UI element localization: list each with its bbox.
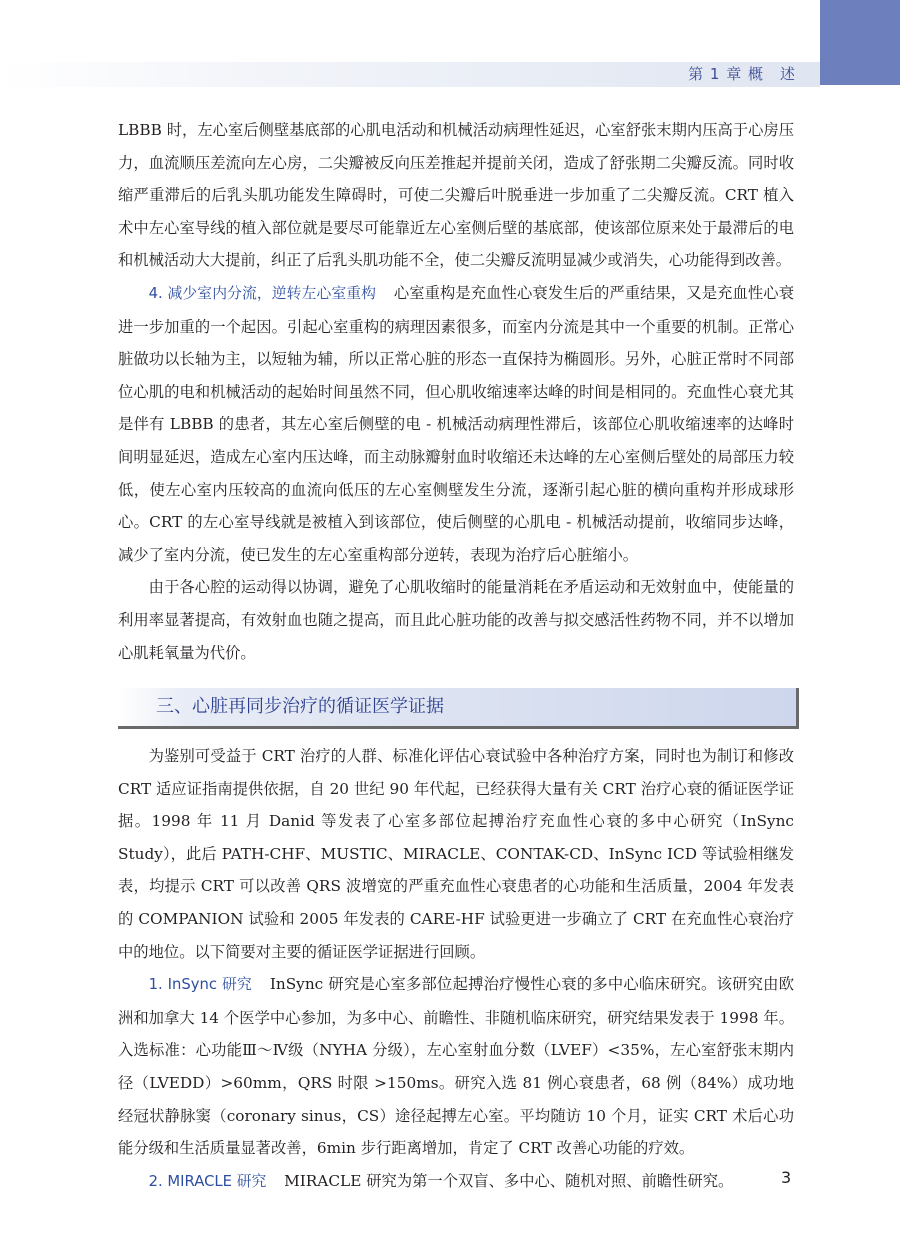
paragraph: 由于各心腔的运动得以协调，避免了心肌收缩时的能量消耗在矛盾运动和无效射血中，使能量的利用率显著提高，有效射血也随之提高，而且此心脏功能的改善与拟交感活性药物不同，并不以增加心肌耗氧量为代价。 xyxy=(118,578,794,662)
subheading: 2. MIRACLE 研究 xyxy=(148,1172,267,1190)
paragraph-subheading xyxy=(118,968,794,1165)
section-title: 三、心脏再同步治疗的循证医学证据 xyxy=(156,696,444,717)
paragraph: LBBB 时，左心室后侧壁基底部的心肌电活动和机械活动病理性延迟，心室舒张末期内压高于心房压力，血流顺压差流向左心房，二尖瓣被反向压差推起并提前关闭，造成了舒张期二尖瓣反流。同时收缩严重滞后的后乳头肌功能发生障碍时，可使二尖瓣后叶脱垂进一步加重了二尖瓣反流。CRT 植入术中左心室导线的植入部位就是要尽可能靠近左心室侧后壁的基底部，使该部位原来处于最滞后的电和机械活动大大提前，纠正了后乳头肌功能不全，使二尖瓣反流明显减少或消失，心功能得到改善。 xyxy=(118,121,794,270)
text-block-bottom xyxy=(118,740,794,1198)
paragraph-subheading xyxy=(118,1165,794,1199)
chapter-title: 第 1 章 概 述 xyxy=(688,65,796,83)
paragraph: 为鉴别可受益于 CRT 治疗的人群、标准化评估心衰试验中各种治疗方案，同时也为制订和修改 CRT 适应证指南提供依据，自 20 世纪 90 年代起，已经获得大量有关 CRT 治疗心衰的循证医学证据。1998 年 11 月 Danid 等发表了心室多部位起搏治疗充血性心衰的多中心研究（InSync Study），此后 PATH-CHF、MUSTIC、MIRACLE、CONTAK-CD、InSync ICD 等试验相继发表，均提示 CRT 可以改善 QRS 波增宽的严重充血性心衰患者的心功能和生活质量，2004 年发表的 COMPANION 试验和 2005 年发表的 CARE-HF 试验更进一步确立了 CRT 在充血性心衰治疗中的地位。以下简要对主要的循证医学证据进行回顾。 xyxy=(118,747,794,961)
corner-tab xyxy=(820,0,900,85)
section-heading-bar xyxy=(118,688,799,729)
text-block-top xyxy=(118,114,794,669)
subheading: 1. InSync 研究 xyxy=(148,976,253,994)
paragraph-subheading xyxy=(118,277,794,571)
page-header xyxy=(0,0,900,95)
paragraph-text: 心室重构是充血性心衰发生后的严重结果，又是充血性心衰进一步加重的一个起因。引起心室重构的病理因素很多，而室内分流是其中一个重要的机制。正常心脏做功以长轴为主，以短轴为辅，所以正常心脏的形态一直保持为椭圆形。另外，心脏正常时不同部位心肌的电和机械活动的起始时间虽然不同，但心肌收缩速率达峰的时间是相同的。充血性心衰尤其是伴有 LBBB 的患者，其左心室后侧壁的电 - 机械活动病理性滞后，该部位心肌收缩速率的达峰时间明显延迟，造成左心室内压达峰，而主动脉瓣射血时收缩还未达峰的左心室侧后壁处的局部压力较低，使左心室内压较高的血流向低压的左心室侧壁发生分流，逐渐引起心脏的横向重构并形成球形心。CRT 的左心室导线就是被植入到该部位，使后侧壁的心肌电 - 机械活动提前，收缩同步达峰，减少了室内分流，使已发生的左心室重构部分逆转，表现为治疗后心脏缩小。 xyxy=(118,283,794,564)
paragraph-text: InSync 研究是心室多部位起搏治疗慢性心衰的多中心临床研究。该研究由欧洲和加拿大 14 个医学中心参加，为多中心、前瞻性、非随机临床研究，研究结果发表于 1998 年。入选标准：心功能Ⅲ～Ⅳ级（NYHA 分级），左心室射血分数（LVEF）<35%，左心室舒张末期内径（LVEDD）>60mm，QRS 时限 >150ms。研究入选 81 例心衰患者，68 例（84%）成功地经冠状静脉窦（coronary sinus，CS）途径起搏左心室。平均随访 10 个月，证实 CRT 术后心功能分级和生活质量显著改善，6min 步行距离增加，肯定了 CRT 改善心功能的疗效。 xyxy=(118,975,794,1158)
paragraph-text: MIRACLE 研究为第一个双盲、多中心、随机对照、前瞻性研究。 xyxy=(284,1171,734,1190)
page-number: 3 xyxy=(781,1168,792,1187)
subheading: 4. 减少室内分流，逆转左心室重构 xyxy=(148,284,377,302)
